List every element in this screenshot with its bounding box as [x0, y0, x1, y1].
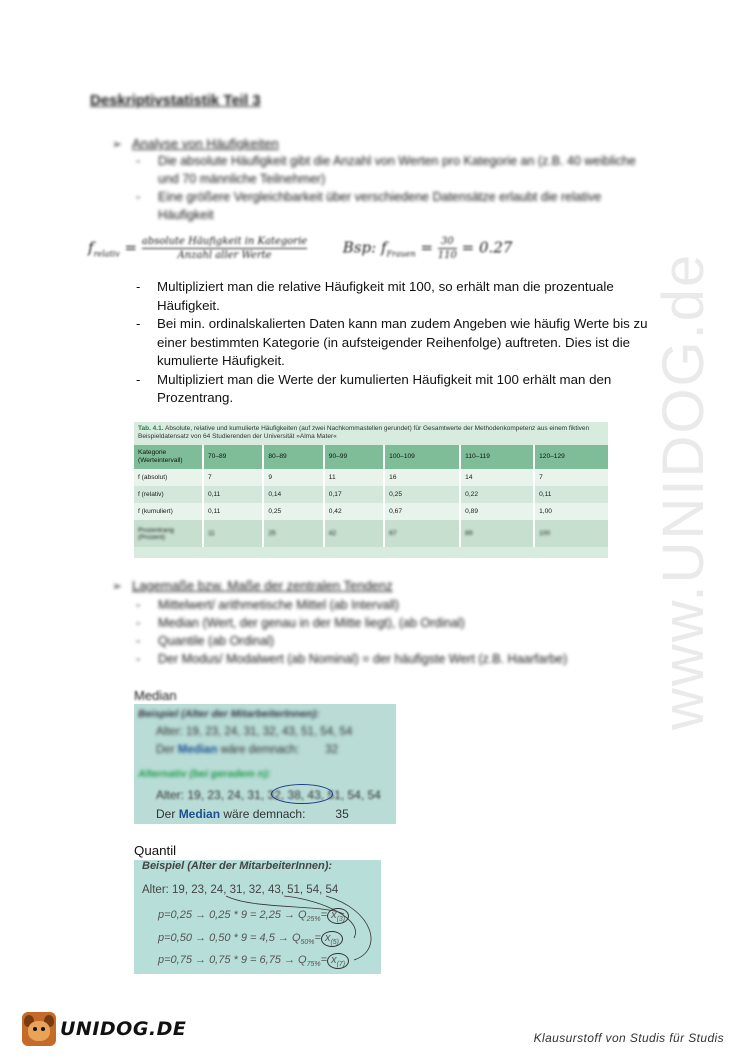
frequency-table: [134, 422, 608, 558]
list-item: - Median (Wert, der genau in der Mitte liegt), (ab Ordinal): [136, 616, 465, 630]
section2-bullet-list: [136, 596, 656, 668]
quantil-example-title: Beispiel (Alter der MitarbeiterInnen):: [142, 860, 333, 872]
list-item: - Mittelwert/ arithmetische Mittel (ab Intervall): [136, 598, 400, 612]
quantil-ages: Alter: 19, 23, 24, 31, 32, 43, 51, 54, 54: [142, 884, 339, 896]
quantil-x-value: $x_{(3)}$: [327, 908, 349, 924]
median-result-even: Der Median wäre demnach: 35: [156, 807, 349, 821]
table-header-cell: 90–99: [324, 445, 384, 469]
footer-tagline: Klausurstoff von Studis für Studis: [533, 1031, 724, 1045]
table-header-cell: Kategorie (Werteintervall): [134, 445, 203, 469]
list-item: - Bei min. ordinalskalierten Daten kann man zudem Angeben wie häufig Werte bis zu einer bestimmten Kategorie (in aufsteigender Reihenfolge) auftreten. Dies ist die kumulierte Häufigkeit.: [136, 316, 648, 368]
median-heading: Median: [134, 688, 177, 703]
table-header-cell: 110–119: [460, 445, 534, 469]
quantil-calc-row: $p=0,25 \to 0,25 * 9 = 2,25 \to Q_{25\%}= x_{(3)}$: [158, 908, 349, 924]
section1-bullet-list: [136, 152, 656, 224]
table-row: Prozentrang (Prozent) 11 25 42 67 89 100: [134, 520, 608, 547]
table-header-cell: 70–89: [203, 445, 263, 469]
list-item: - Eine größere Vergleichbarkeit über verschiedene Datensätze erlaubt die relative Häufigkeit: [136, 190, 602, 222]
relative-frequency-formula: $f_{relativ}$ = $\frac{\text{absolute Häufigkeit in Kategorie}}{\text{Anzahl aller Werte}}$ Bsp: $f_{Frauen}$ = $\frac{30}{110}$ = 0.27: [88, 236, 513, 261]
frequency-notes-list: [136, 278, 666, 408]
median-ages-even: Alter: 19, 23, 24, 31, 32, 38, 43, 51, 54, 54: [156, 788, 381, 802]
median-circle-annotation: [271, 784, 333, 804]
quantil-heading: Quantil: [134, 843, 177, 858]
table-row: f (absolut) 7 9 11 16 14 7: [134, 469, 608, 486]
median-ages-odd: Alter: 19, 23, 24, 31, 32, 43, 51, 54, 54: [156, 726, 353, 738]
quantil-x-value: $x_{(7)}$: [327, 953, 349, 969]
table-row: f (relativ) 0,11 0,14 0,17 0,25 0,22 0,11: [134, 486, 608, 503]
median-example-title: Beispiel (Alter der MitarbeiterInnen):: [138, 708, 320, 720]
list-item: - Multipliziert man die relative Häufigkeit mit 100, so erhält man die prozentuale Häufigkeit.: [136, 279, 614, 313]
median-result-odd: Der Median wäre demnach: 32: [156, 744, 338, 756]
median-alt-title: Alternativ (bei geradem n):: [138, 768, 272, 780]
table-caption: Tab. 4.1. Absolute, relative und kumulierte Häufigkeiten (auf zwei Nachkommastellen gerundet) für Gesamtwerte der Methodenkompetenz aus einem fiktiven Beispieldatensatz von 64 Studierenden der Universität »Alma Mater«: [138, 425, 590, 440]
watermark-text: www.UNIDOG.de: [651, 252, 716, 730]
section-heading-haeufigkeiten: ➢ Analyse von Häufigkeiten: [112, 136, 279, 151]
table-row: f (kumuliert) 0,11 0,25 0,42 0,67 0,89 1,00: [134, 503, 608, 520]
list-item: - Der Modus/ Modalwert (ab Nominal) = der häufigste Wert (z.B. Haarfarbe): [136, 652, 568, 666]
unidog-logo[interactable]: [22, 1012, 186, 1046]
quantil-calc-row: $p=0,50 \to 0,50 * 9 = 4,5 \to Q_{50\%}= x_{(5)}$: [158, 931, 343, 947]
table-header-cell: 100–109: [384, 445, 460, 469]
dog-logo-icon: [22, 1012, 56, 1046]
list-item: - Die absolute Häufigkeit gibt die Anzahl von Werten pro Kategorie an (z.B. 40 weibliche und 70 männliche Teilnehmer): [136, 154, 636, 186]
arrow-bullet-icon: ➢: [112, 579, 123, 593]
table-header-cell: 80–89: [263, 445, 323, 469]
median-example-box: [134, 704, 396, 824]
logo-wordmark: UNIDOG.DE: [60, 1018, 187, 1040]
table-header-row: [134, 445, 608, 469]
quantil-x-value: $x_{(5)}$: [321, 931, 343, 947]
quantil-calc-row: $p=0,75 \to 0,75 * 9 = 6,75 \to Q_{75\%}= x_{(7)}$: [158, 953, 349, 969]
arrow-bullet-icon: ➢: [112, 137, 123, 151]
quantil-example-box: [134, 860, 381, 974]
list-item: - Multipliziert man die Werte der kumulierten Häufigkeit mit 100 erhält man den Prozentrang.: [136, 371, 612, 405]
frequency-table-grid: [134, 445, 608, 547]
table-header-cell: 120–129: [539, 453, 565, 460]
page-title: Deskriptivstatistik Teil 3: [90, 92, 261, 109]
section-heading-lagemasse: ➢ Lagemaße bzw. Maße der zentralen Tendenz: [112, 578, 393, 593]
quantil-annotation-arrows: [134, 860, 381, 974]
list-item: - Quantile (ab Ordinal): [136, 634, 275, 648]
